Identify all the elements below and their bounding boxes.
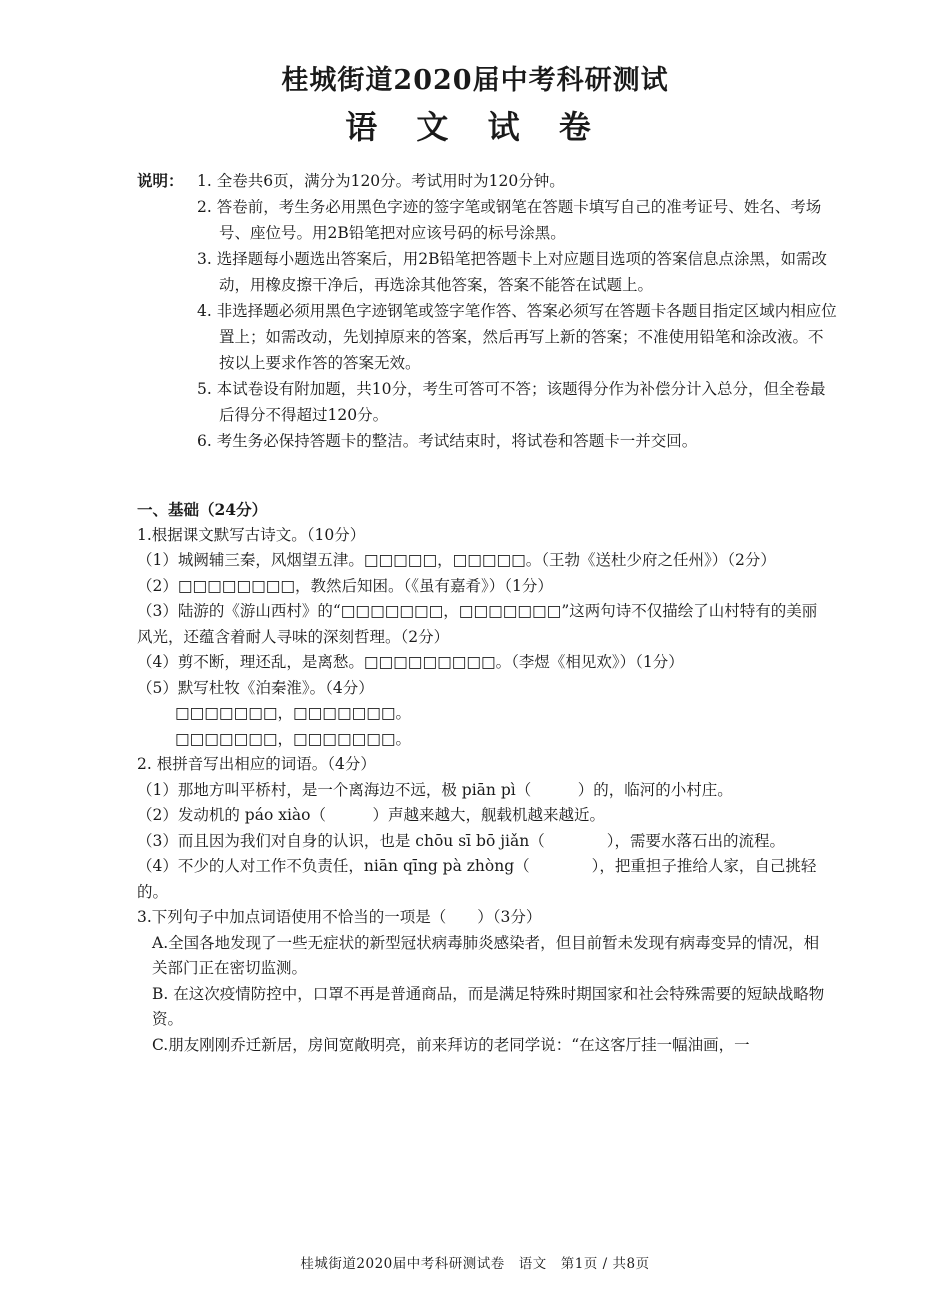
section-basics bbox=[137, 497, 827, 1058]
question-3-option-a: A.全国各地发现了一些无症状的新型冠状病毒肺炎感染者，但目前暂未发现有病毒变异的情况，相关部门正在密切监测。 bbox=[152, 933, 820, 977]
question-1-item: （5）默写杜牧《泊秦淮》。（4分） bbox=[137, 678, 374, 697]
question-3-option-b: B. 在这次疫情防控中，口罩不再是普通商品，而是满足特殊时期国家和社会特殊需要的短缺战略物资。 bbox=[152, 984, 825, 1028]
question-1-item: （1）城阙辅三秦，风烟望五津。□□□□□，□□□□□。（王勃《送杜少府之任州》）（2分） bbox=[137, 551, 776, 569]
instructions-list bbox=[197, 168, 837, 454]
question-1-item: （3）陆游的《游山西村》的“□□□□□□□，□□□□□□□”这两句诗不仅描绘了山村特有的美丽风光，还蕴含着耐人寻味的深刻哲理。（2分） bbox=[137, 602, 818, 646]
question-3-option-c: C.朋友刚刚乔迁新居，房间宽敞明亮，前来拜访的老同学说：“在这客厅挂一幅油画，一 bbox=[152, 1035, 750, 1054]
instructions-label: 说明： bbox=[137, 171, 184, 190]
question-1-item: （4）剪不断，理还乱，是离愁。□□□□□□□□□。（李煜《相见欢》）（1分） bbox=[137, 653, 684, 671]
exam-subject-title: 语 文 试 卷 bbox=[345, 108, 605, 146]
question-3-stem: 3.下列句子中加点词语使用不恰当的一项是（ ）（3分） bbox=[137, 908, 542, 926]
poem-line: □□□□□□□，□□□□□□□。 bbox=[175, 729, 412, 748]
instruction-item: 5. 本试卷设有附加题，共10分，考生可答可不答；该题得分作为补偿分计入总分，但全卷最后得分不得超过120分。 bbox=[197, 380, 826, 424]
question-2-item: （2）发动机的 páo xiào（ ）声越来越大，舰载机越来越近。 bbox=[137, 806, 605, 824]
question-2-item: （4）不少的人对工作不负责任，niān qīng pà zhòng（ ），把重担子推给人家，自己挑轻的。 bbox=[137, 857, 817, 901]
poem-line: □□□□□□□，□□□□□□□。 bbox=[175, 704, 412, 722]
instruction-item: 6. 考生务必保持答题卡的整洁。考试结束时，将试卷和答题卡一并交回。 bbox=[197, 432, 698, 450]
instruction-item: 4. 非选择题必须用黑色字迹钢笔或签字笔作答、答案必须写在答题卡各题目指定区域内相应位置上；如需改动，先划掉原来的答案，然后再写上新的答案；不准使用铅笔和涂改液。不按以上要求作答的答案无效。 bbox=[197, 302, 837, 372]
instruction-item: 3. 选择题每小题选出答案后，用2B铅笔把答题卡上对应题目选项的答案信息点涂黑，如需改动，用橡皮擦干净后，再选涂其他答案，答案不能答在试题上。 bbox=[197, 250, 827, 294]
question-2-item: （3）而且因为我们对自身的认识，也是 chōu sī bō jiǎn（ ），需要水落石出的流程。 bbox=[137, 831, 785, 850]
instruction-item: 2. 答卷前，考生务必用黑色字迹的签字笔或钢笔在答题卡填写自己的准考证号、姓名、考场号、座位号。用2B铅笔把对应该号码的标号涂黑。 bbox=[197, 198, 822, 242]
instruction-item: 1. 全卷共6页，满分为120分。考试用时为120分钟。 bbox=[197, 172, 565, 190]
exam-title: 桂城街道2020届中考科研测试 bbox=[281, 65, 669, 96]
question-2-stem: 2. 根拼音写出相应的词语。（4分） bbox=[137, 755, 376, 773]
page-footer: 桂城街道2020届中考科研测试卷 语文 第1页 / 共8页 bbox=[300, 1256, 650, 1272]
question-2-item: （1）那地方叫平桥村，是一个离海边不远，极 piān pì（ ）的，临河的小村庄。 bbox=[137, 780, 733, 799]
section-heading: 一、基础（24分） bbox=[137, 500, 268, 519]
question-1-item: （2）□□□□□□□□，教然后知困。（《虽有嘉肴》）（1分） bbox=[137, 576, 553, 595]
question-1-stem: 1.根据课文默写古诗文。（10分） bbox=[137, 525, 366, 544]
